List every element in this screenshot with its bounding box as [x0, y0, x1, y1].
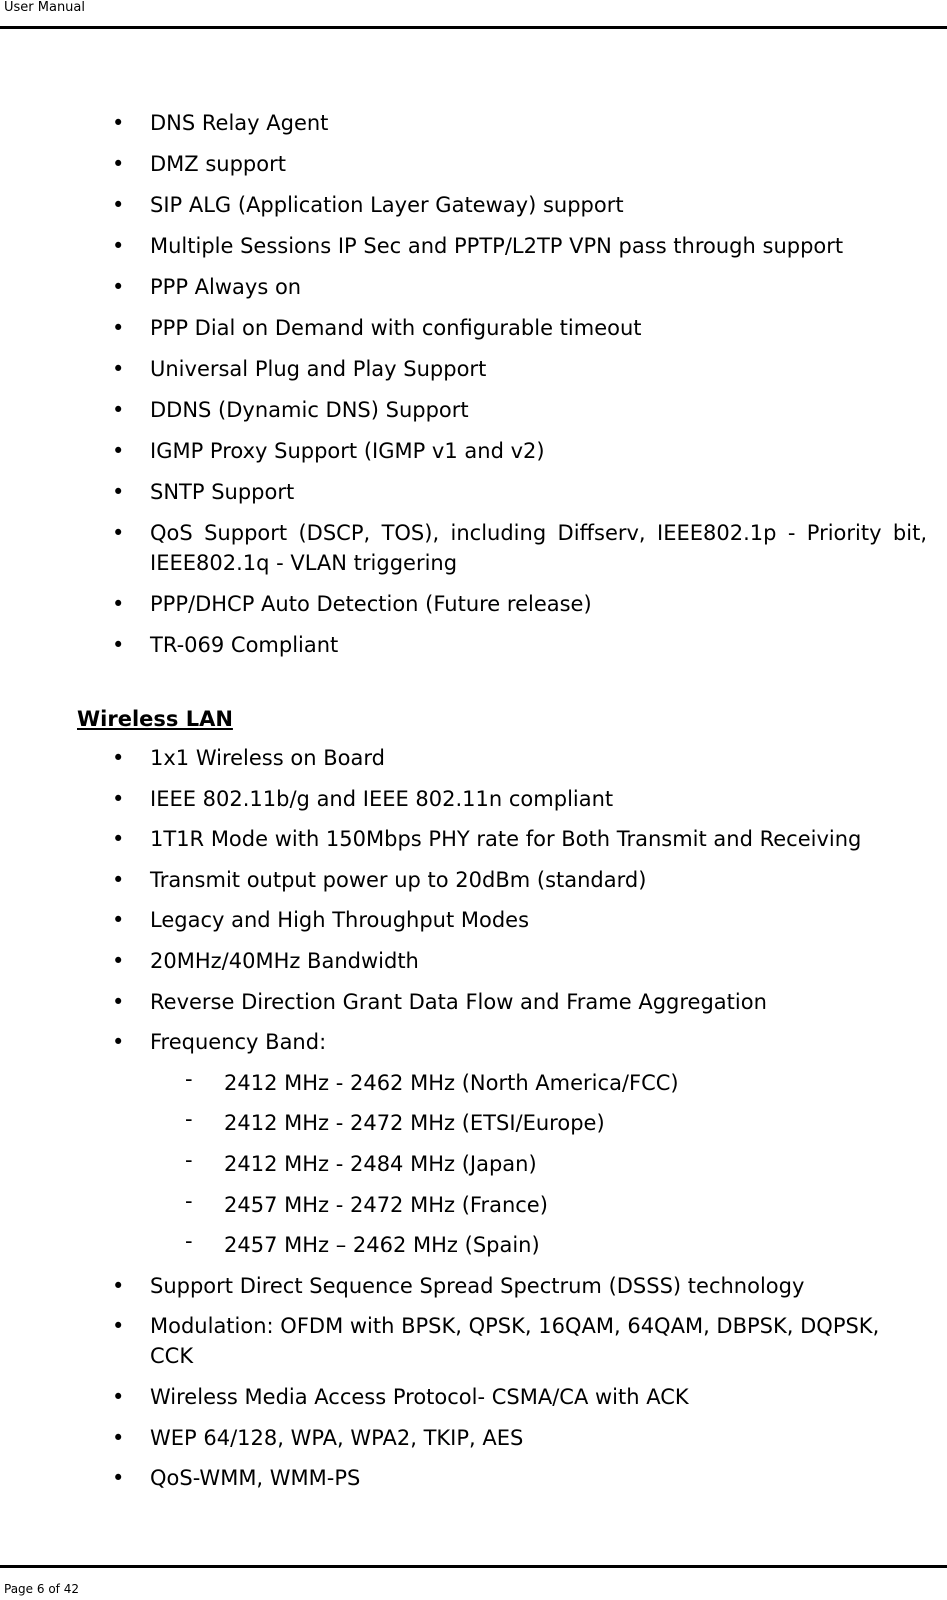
- bullet-icon: •: [112, 275, 125, 299]
- dash-icon: -: [185, 1229, 193, 1254]
- section-heading: Wireless LAN: [77, 707, 233, 731]
- bullet-icon: •: [112, 193, 125, 217]
- list-item: • Support Direct Sequence Spread Spectrum (DSSS) technology: [0, 1271, 947, 1301]
- list-item: • QoS Support (DSCP, TOS), including Diffserv, IEEE802.1p - Priority bit, IEEE802.1q - VLAN triggering: [0, 518, 947, 578]
- list-item: • TR-069 Compliant: [0, 630, 947, 660]
- bullet-icon: •: [112, 908, 125, 933]
- bullet-icon: •: [112, 746, 125, 770]
- bullet-icon: •: [112, 439, 125, 463]
- bullet-icon: •: [112, 152, 125, 176]
- bullet-icon: •: [112, 989, 125, 1014]
- bullet-icon: •: [112, 480, 125, 504]
- list-item: • Transmit output power up to 20dBm (standard): [0, 865, 947, 895]
- feature-list: [0, 108, 947, 660]
- bullet-icon: •: [112, 786, 125, 811]
- bullet-icon: •: [112, 592, 125, 616]
- bullet-icon: •: [112, 633, 125, 657]
- list-item: • IEEE 802.11b/g and IEEE 802.11n compliant: [0, 784, 947, 814]
- list-item: • WEP 64/128, WPA, WPA2, TKIP, AES: [0, 1423, 947, 1453]
- bullet-icon: •: [112, 316, 125, 340]
- list-item: • DMZ support: [0, 149, 947, 179]
- bullet-icon: •: [112, 1314, 125, 1339]
- list-item: • Legacy and High Throughput Modes: [0, 905, 947, 935]
- wireless-feature-list: [0, 743, 947, 1493]
- sub-list-item: - 2457 MHz - 2472 MHz (France): [0, 1190, 947, 1220]
- bullet-icon: •: [112, 1384, 125, 1409]
- dash-icon: -: [185, 1066, 193, 1091]
- list-item: • Universal Plug and Play Support: [0, 354, 947, 384]
- list-item: • QoS-WMM, WMM-PS: [0, 1463, 947, 1493]
- bullet-icon: •: [112, 1030, 125, 1055]
- list-item: • PPP Dial on Demand with configurable timeout: [0, 313, 947, 343]
- list-item: • 1T1R Mode with 150Mbps PHY rate for Both Transmit and Receiving: [0, 824, 947, 854]
- sub-list-item: - 2457 MHz – 2462 MHz (Spain): [0, 1230, 947, 1260]
- list-item: • Reverse Direction Grant Data Flow and Frame Aggregation: [0, 987, 947, 1017]
- list-item: • SNTP Support: [0, 477, 947, 507]
- bullet-icon: •: [112, 1466, 125, 1491]
- list-item: • DDNS (Dynamic DNS) Support: [0, 395, 947, 425]
- list-item: • Multiple Sessions IP Sec and PPTP/L2TP VPN pass through support: [0, 231, 947, 261]
- list-item: • IGMP Proxy Support (IGMP v1 and v2): [0, 436, 947, 466]
- list-item: • 1x1 Wireless on Board: [0, 743, 947, 773]
- list-item: • Wireless Media Access Protocol- CSMA/CA with ACK: [0, 1382, 947, 1412]
- bullet-icon: •: [112, 867, 125, 892]
- bullet-icon: •: [112, 357, 125, 381]
- dash-icon: -: [185, 1147, 193, 1172]
- sub-list-item: - 2412 MHz - 2462 MHz (North America/FCC): [0, 1068, 947, 1098]
- sub-list-item: - 2412 MHz - 2484 MHz (Japan): [0, 1149, 947, 1179]
- list-item: • PPP Always on: [0, 272, 947, 302]
- list-item: • Frequency Band:: [0, 1027, 947, 1057]
- header-title: User Manual: [4, 0, 86, 15]
- bullet-icon: •: [112, 398, 125, 422]
- list-item: • Modulation: OFDM with BPSK, QPSK, 16QAM, 64QAM, DBPSK, DQPSK, CCK: [0, 1311, 947, 1371]
- list-item: • 20MHz/40MHz Bandwidth: [0, 946, 947, 976]
- bullet-icon: •: [112, 234, 125, 258]
- header-divider: [0, 26, 947, 29]
- list-item: • DNS Relay Agent: [0, 108, 947, 138]
- list-item: • PPP/DHCP Auto Detection (Future release): [0, 589, 947, 619]
- bullet-icon: •: [112, 948, 125, 973]
- sub-list-item: - 2412 MHz - 2472 MHz (ETSI/Europe): [0, 1108, 947, 1138]
- bullet-icon: •: [112, 1425, 125, 1450]
- bullet-icon: •: [112, 111, 125, 135]
- bullet-icon: •: [112, 827, 125, 852]
- list-item: • SIP ALG (Application Layer Gateway) support: [0, 190, 947, 220]
- bullet-icon: •: [112, 521, 125, 545]
- footer-divider: [0, 1565, 947, 1568]
- bullet-icon: •: [112, 1273, 125, 1298]
- dash-icon: -: [185, 1107, 193, 1132]
- dash-icon: -: [185, 1188, 193, 1213]
- page-number: Page 6 of 42: [4, 1582, 79, 1596]
